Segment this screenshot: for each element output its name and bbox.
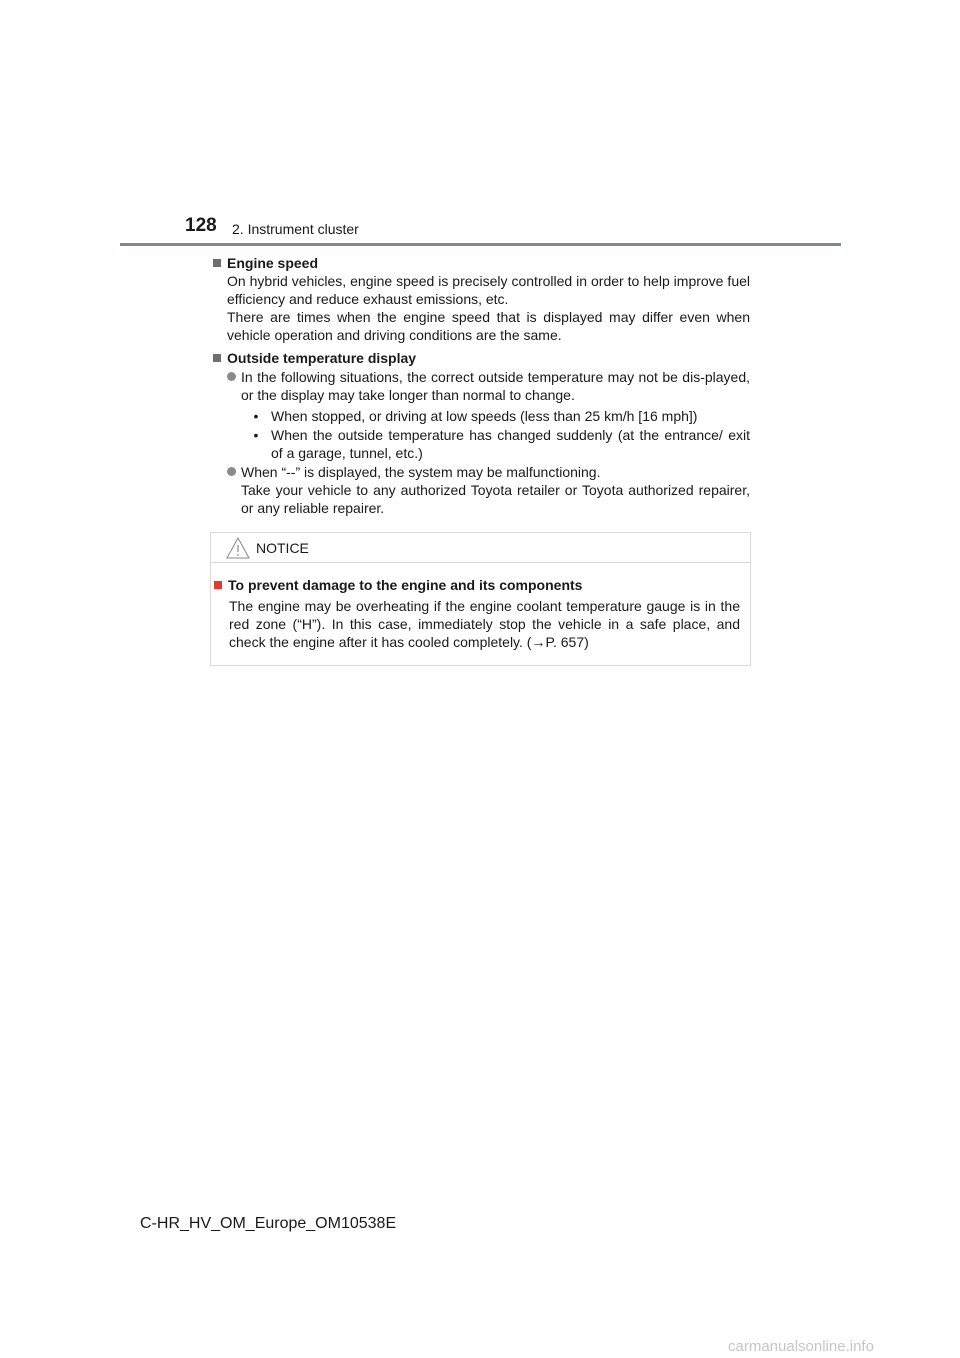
- notice-label: NOTICE: [256, 539, 309, 556]
- outside-temperature-title: Outside temperature display: [227, 350, 417, 366]
- bullet-text: [241, 463, 750, 517]
- page-number: 128: [185, 215, 217, 236]
- dot-bullet-icon: •: [253, 427, 259, 443]
- engine-speed-title: Engine speed: [227, 255, 319, 271]
- warning-triangle-icon: [226, 537, 250, 559]
- header-divider: [120, 243, 841, 246]
- engine-speed-paragraph-1: On hybrid vehicles, engine speed is precisely controlled in order to help improve fuel efficiency and reduce exhaust emissions, etc.: [227, 273, 750, 307]
- bullet-text: In the following situations, the correct outside temperature may not be dis-played, or the display may take longer than normal to change.: [241, 369, 750, 403]
- notice-heading: [214, 576, 740, 594]
- watermark: carmanualsonline.info: [728, 1338, 874, 1355]
- circle-bullet-icon: [227, 372, 236, 381]
- sub-list-item: [210, 425, 750, 462]
- engine-speed-paragraph-2: There are times when the engine speed that is displayed may differ even when vehicle operation and driving conditions are the same.: [227, 309, 750, 343]
- sub-item-text: When the outside temperature has changed suddenly (at the entrance/ exit of a garage, tunnel, etc.): [271, 427, 750, 461]
- sub-item-text: When stopped, or driving at low speeds (less than 25 km/h [16 mph]): [271, 408, 698, 424]
- notice-body: [211, 563, 750, 651]
- notice-header: [211, 533, 750, 563]
- notice-heading-text: To prevent damage to the engine and its components: [228, 577, 583, 593]
- square-bullet-icon: [214, 581, 222, 589]
- dot-bullet-icon: •: [253, 408, 259, 424]
- outside-temperature-heading: [210, 349, 750, 367]
- sub-list-item: [210, 404, 750, 425]
- square-bullet-icon: [213, 259, 221, 267]
- notice-text: The engine may be overheating if the engine coolant temperature gauge is in the red zone (“H”). In this case, immediately stop the vehicle in a safe place, and check the engine after it has cooled completely. (→P. 657): [229, 598, 740, 650]
- engine-speed-heading: [210, 254, 750, 272]
- list-item: [210, 367, 750, 404]
- bullet-text-continuation: Take your vehicle to any authorized Toyota retailer or Toyota authorized repairer, or any reliable repairer.: [241, 482, 750, 516]
- notice-box: [210, 532, 751, 666]
- circle-bullet-icon: [227, 467, 236, 476]
- main-content: [210, 254, 750, 517]
- document-id: C-HR_HV_OM_Europe_OM10538E: [140, 1215, 397, 1232]
- list-item: [210, 462, 750, 517]
- section-title: 2. Instrument cluster: [232, 221, 359, 237]
- bullet-text-line: When “--” is displayed, the system may be malfunctioning.: [241, 464, 601, 480]
- square-bullet-icon: [213, 354, 221, 362]
